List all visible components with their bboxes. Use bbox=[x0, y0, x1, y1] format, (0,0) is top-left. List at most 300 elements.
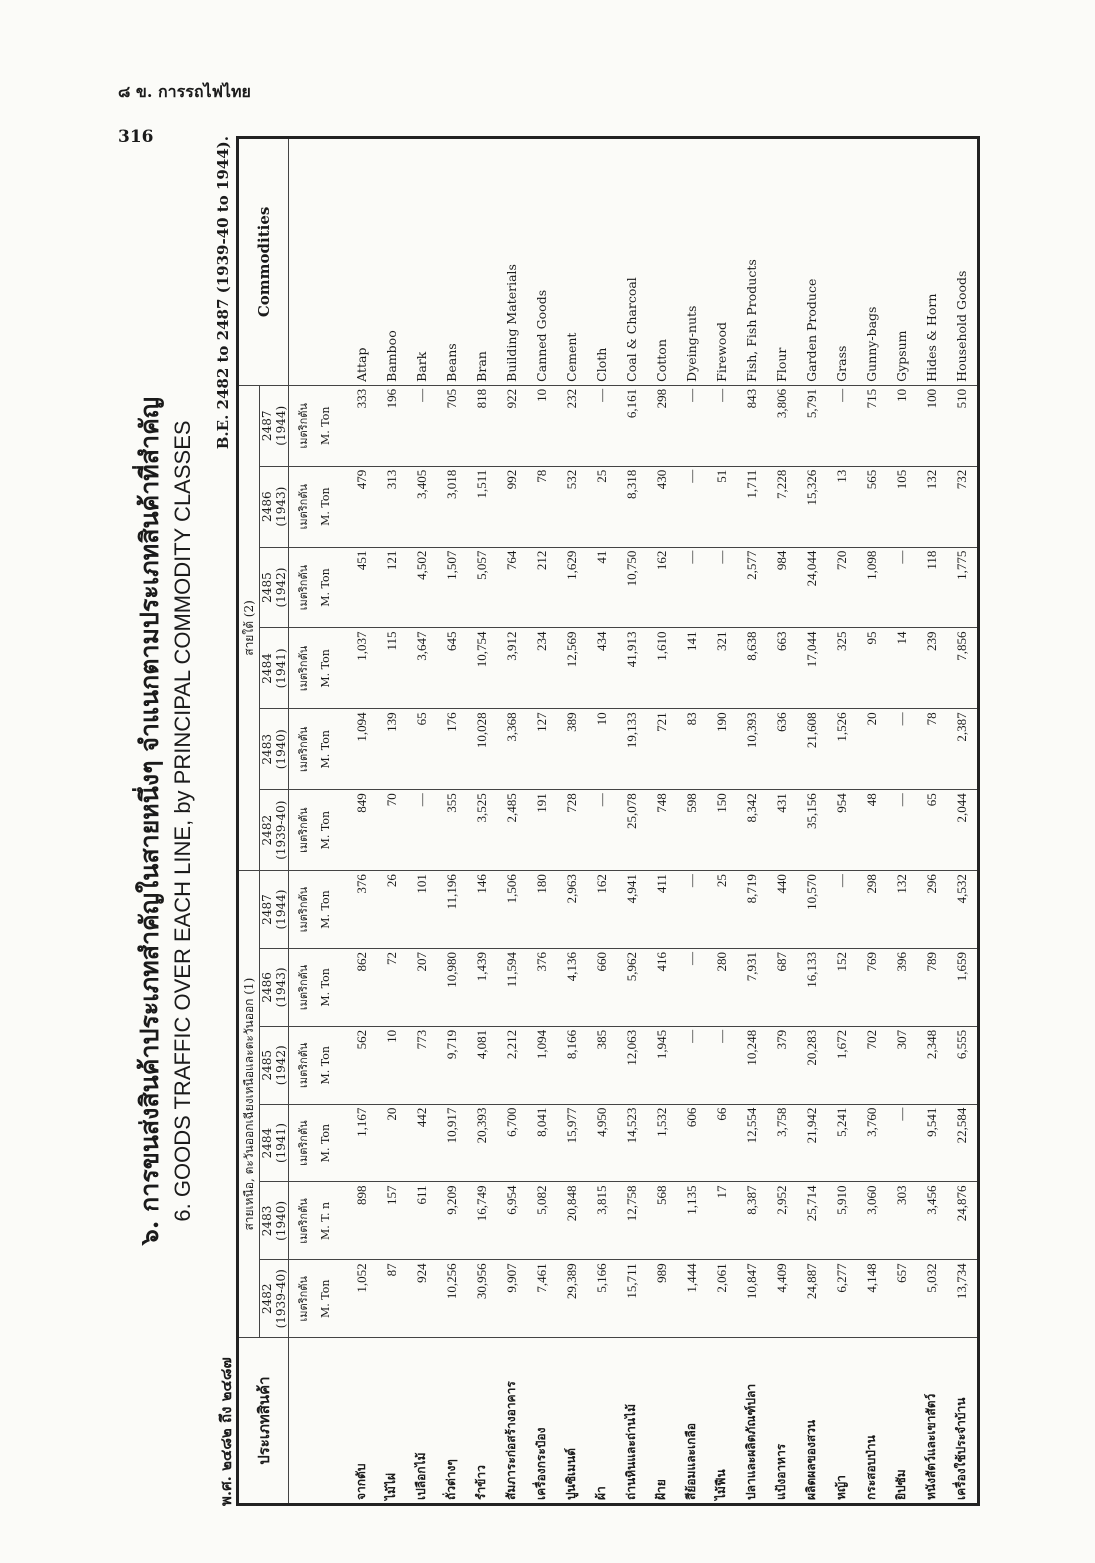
value-cell: 70 bbox=[377, 790, 407, 871]
unit-thai: เมตริกตัน bbox=[297, 964, 311, 1011]
value-cell: 25 bbox=[707, 871, 737, 949]
commodity-english: Bamboo bbox=[377, 138, 407, 386]
value-cell: 157 bbox=[377, 1182, 407, 1260]
value-cell: 105 bbox=[887, 466, 917, 547]
value-cell: 25 bbox=[587, 466, 617, 547]
value-cell: 3,815 bbox=[587, 1182, 617, 1260]
value-cell: 606 bbox=[677, 1104, 707, 1182]
period-english: B.E. 2482 to 2487 (1939-40 to 1944). bbox=[214, 136, 232, 450]
value-cell: 431 bbox=[767, 790, 797, 871]
value-cell: 818 bbox=[467, 385, 497, 466]
value-cell: 10,393 bbox=[737, 709, 767, 790]
value-cell: 127 bbox=[527, 709, 557, 790]
commodity-english: Gunny-bags bbox=[857, 138, 887, 386]
table-row bbox=[887, 138, 917, 1505]
unit-thai: เมตริกตัน bbox=[297, 483, 311, 530]
value-cell: 14,523 bbox=[617, 1104, 647, 1182]
value-cell: 10,256 bbox=[437, 1260, 467, 1338]
value-cell: 862 bbox=[342, 948, 377, 1026]
unit-english: M. Ton bbox=[319, 649, 333, 688]
value-cell: — bbox=[707, 385, 737, 466]
value-cell: 10,028 bbox=[467, 709, 497, 790]
value-cell: 10 bbox=[527, 385, 557, 466]
unit-cell bbox=[289, 628, 342, 709]
value-cell: 1,672 bbox=[827, 1026, 857, 1104]
value-cell: — bbox=[707, 1026, 737, 1104]
year-be: 2485 bbox=[260, 572, 274, 603]
value-cell: 5,791 bbox=[797, 385, 827, 466]
year-header bbox=[260, 948, 289, 1026]
value-cell: 72 bbox=[377, 948, 407, 1026]
value-cell: 20,283 bbox=[797, 1026, 827, 1104]
value-cell: 5,057 bbox=[467, 547, 497, 628]
value-cell: 1,444 bbox=[677, 1260, 707, 1338]
value-cell: 479 bbox=[342, 466, 377, 547]
value-cell: 789 bbox=[917, 948, 947, 1026]
year-header bbox=[260, 871, 289, 949]
value-cell: 13 bbox=[827, 466, 857, 547]
value-cell: 29,389 bbox=[557, 1260, 587, 1338]
value-cell: 191 bbox=[527, 790, 557, 871]
value-cell: 728 bbox=[557, 790, 587, 871]
value-cell: 5,910 bbox=[827, 1182, 857, 1260]
value-cell: 1,532 bbox=[647, 1104, 677, 1182]
value-cell: 705 bbox=[437, 385, 467, 466]
value-cell: 565 bbox=[857, 466, 887, 547]
value-cell: 992 bbox=[497, 466, 527, 547]
commodity-thai: หญ้า bbox=[827, 1338, 857, 1505]
value-cell: 2,485 bbox=[497, 790, 527, 871]
value-cell: 14 bbox=[887, 628, 917, 709]
unit-english: M. Ton bbox=[319, 890, 333, 929]
value-cell: 1,507 bbox=[437, 547, 467, 628]
unit-cell bbox=[289, 871, 342, 949]
year-header bbox=[260, 385, 289, 466]
value-cell: 4,950 bbox=[587, 1104, 617, 1182]
value-cell: 376 bbox=[342, 871, 377, 949]
value-cell: 5,032 bbox=[917, 1260, 947, 1338]
table-row bbox=[587, 138, 617, 1505]
year-header bbox=[260, 1104, 289, 1182]
value-cell: 769 bbox=[857, 948, 887, 1026]
unit-thai: เมตริกตัน bbox=[297, 1042, 311, 1088]
value-cell: 141 bbox=[677, 628, 707, 709]
year-be: 2487 bbox=[260, 894, 274, 925]
blank-cell bbox=[289, 1338, 342, 1505]
value-cell: 1,439 bbox=[467, 948, 497, 1026]
unit-english: M. Ton bbox=[319, 968, 333, 1007]
value-cell: 411 bbox=[647, 871, 677, 949]
year-be: 2482 bbox=[260, 814, 274, 846]
value-cell: 9,541 bbox=[917, 1104, 947, 1182]
year-header bbox=[260, 1260, 289, 1338]
commodity-english: Firewood bbox=[707, 138, 737, 386]
table-row bbox=[827, 138, 857, 1505]
table-row bbox=[767, 138, 797, 1505]
value-cell: 2,952 bbox=[767, 1182, 797, 1260]
value-cell: 321 bbox=[707, 628, 737, 709]
value-cell: 298 bbox=[647, 385, 677, 466]
value-cell: 95 bbox=[857, 628, 887, 709]
table-row bbox=[467, 138, 497, 1505]
value-cell: 100 bbox=[917, 385, 947, 466]
value-cell: — bbox=[887, 790, 917, 871]
value-cell: 15,326 bbox=[797, 466, 827, 547]
value-cell: 12,758 bbox=[617, 1182, 647, 1260]
commodity-thai: ปูนซิเมนต์ bbox=[557, 1338, 587, 1505]
value-cell: 376 bbox=[527, 948, 557, 1026]
value-cell: 379 bbox=[767, 1026, 797, 1104]
value-cell: 3,525 bbox=[467, 790, 497, 871]
value-cell: 20,848 bbox=[557, 1182, 587, 1260]
unit-thai: เมตริกตัน bbox=[297, 1120, 311, 1166]
value-cell: 7,228 bbox=[767, 466, 797, 547]
value-cell: 1,526 bbox=[827, 709, 857, 790]
value-cell: 51 bbox=[707, 466, 737, 547]
commodity-header-english: Commodities bbox=[238, 138, 289, 386]
traffic-table bbox=[236, 136, 980, 1506]
value-cell: 748 bbox=[647, 790, 677, 871]
commodity-thai: จากตับ bbox=[342, 1338, 377, 1505]
value-cell: 78 bbox=[527, 466, 557, 547]
value-cell: 702 bbox=[857, 1026, 887, 1104]
value-cell: — bbox=[587, 790, 617, 871]
value-cell: 924 bbox=[407, 1260, 437, 1338]
value-cell: — bbox=[827, 871, 857, 949]
value-cell: 10,750 bbox=[617, 547, 647, 628]
blank-cell bbox=[289, 138, 342, 386]
value-cell: 898 bbox=[342, 1182, 377, 1260]
value-cell: 532 bbox=[557, 466, 587, 547]
year-be: 2483 bbox=[260, 734, 274, 765]
value-cell: 5,962 bbox=[617, 948, 647, 1026]
value-cell: 2,387 bbox=[947, 709, 979, 790]
value-cell: 3,018 bbox=[437, 466, 467, 547]
value-cell: 19,133 bbox=[617, 709, 647, 790]
value-cell: 2,577 bbox=[737, 547, 767, 628]
value-cell: 313 bbox=[377, 466, 407, 547]
value-cell: 442 bbox=[407, 1104, 437, 1182]
value-cell: — bbox=[677, 466, 707, 547]
commodity-thai: สัมภาระก่อสร้างอาคาร bbox=[497, 1338, 527, 1505]
value-cell: — bbox=[677, 547, 707, 628]
value-cell: 7,461 bbox=[527, 1260, 557, 1338]
value-cell: 66 bbox=[707, 1104, 737, 1182]
value-cell: 2,044 bbox=[947, 790, 979, 871]
commodity-thai: แป้งอาหาร bbox=[767, 1338, 797, 1505]
value-cell: 207 bbox=[407, 948, 437, 1026]
value-cell: 1,775 bbox=[947, 547, 979, 628]
value-cell: 132 bbox=[887, 871, 917, 949]
value-cell: 152 bbox=[827, 948, 857, 1026]
value-cell: 4,136 bbox=[557, 948, 587, 1026]
value-cell: 17,044 bbox=[797, 628, 827, 709]
value-cell: 3,456 bbox=[917, 1182, 947, 1260]
commodity-english: Bark bbox=[407, 138, 437, 386]
value-cell: 5,166 bbox=[587, 1260, 617, 1338]
unit-english: M. Ton bbox=[319, 406, 333, 446]
value-cell: 139 bbox=[377, 709, 407, 790]
value-cell: 430 bbox=[647, 466, 677, 547]
value-cell: 3,758 bbox=[767, 1104, 797, 1182]
value-cell: 25,714 bbox=[797, 1182, 827, 1260]
value-cell: 3,368 bbox=[497, 709, 527, 790]
group-south-header: สายใต้ (2) bbox=[238, 385, 260, 870]
value-cell: 30,956 bbox=[467, 1260, 497, 1338]
value-cell: 180 bbox=[527, 871, 557, 949]
value-cell: 10 bbox=[377, 1026, 407, 1104]
value-cell: 10,917 bbox=[437, 1104, 467, 1182]
value-cell: 212 bbox=[527, 547, 557, 628]
commodity-thai: สีย้อมและเกลือ bbox=[677, 1338, 707, 1505]
value-cell: 720 bbox=[827, 547, 857, 628]
value-cell: 416 bbox=[647, 948, 677, 1026]
value-cell: 1,094 bbox=[527, 1026, 557, 1104]
value-cell: 9,209 bbox=[437, 1182, 467, 1260]
value-cell: 1,037 bbox=[342, 628, 377, 709]
commodity-thai: หนังสัตว์และเขาสัตว์ bbox=[917, 1338, 947, 1505]
value-cell: 3,806 bbox=[767, 385, 797, 466]
value-cell: 3,060 bbox=[857, 1182, 887, 1260]
value-cell: 2,212 bbox=[497, 1026, 527, 1104]
value-cell: 232 bbox=[557, 385, 587, 466]
commodity-thai: ฝ้าย bbox=[647, 1338, 677, 1505]
value-cell: 389 bbox=[557, 709, 587, 790]
value-cell: 4,409 bbox=[767, 1260, 797, 1338]
commodity-thai: ถั่วต่างๆ bbox=[437, 1338, 467, 1505]
value-cell: 11,196 bbox=[437, 871, 467, 949]
value-cell: 10,570 bbox=[797, 871, 827, 949]
unit-cell bbox=[289, 466, 342, 547]
value-cell: 239 bbox=[917, 628, 947, 709]
value-cell: — bbox=[887, 709, 917, 790]
table-row bbox=[407, 138, 437, 1505]
commodity-english: Attap bbox=[342, 138, 377, 386]
year-header bbox=[260, 547, 289, 628]
unit-cell bbox=[289, 1182, 342, 1260]
value-cell: 8,719 bbox=[737, 871, 767, 949]
unit-thai: เมตริกตัน bbox=[297, 645, 311, 692]
value-cell: 9,907 bbox=[497, 1260, 527, 1338]
value-cell: 2,348 bbox=[917, 1026, 947, 1104]
unit-english: M. Ton bbox=[319, 487, 333, 526]
commodity-english: Garden Produce bbox=[797, 138, 827, 386]
value-cell: 24,876 bbox=[947, 1182, 979, 1260]
year-ce: (1941) bbox=[274, 1123, 288, 1164]
value-cell: 16,133 bbox=[797, 948, 827, 1026]
unit-english: M. Ton bbox=[319, 810, 333, 850]
commodity-thai: รำข้าว bbox=[467, 1338, 497, 1505]
value-cell: 3,405 bbox=[407, 466, 437, 547]
value-cell: 6,277 bbox=[827, 1260, 857, 1338]
commodity-thai: เครื่องกระป๋อง bbox=[527, 1338, 557, 1505]
value-cell: 41,913 bbox=[617, 628, 647, 709]
value-cell: 3,647 bbox=[407, 628, 437, 709]
value-cell: 190 bbox=[707, 709, 737, 790]
value-cell: 773 bbox=[407, 1026, 437, 1104]
year-be: 2486 bbox=[260, 491, 274, 522]
table-row bbox=[497, 138, 527, 1505]
unit-thai: เมตริกตัน bbox=[297, 1276, 311, 1322]
year-ce: (1943) bbox=[274, 486, 288, 527]
commodity-english: Dyeing-nuts bbox=[677, 138, 707, 386]
value-cell: 12,569 bbox=[557, 628, 587, 709]
value-cell: 843 bbox=[737, 385, 767, 466]
commodity-thai: กระสอบป่าน bbox=[857, 1338, 887, 1505]
unit-cell bbox=[289, 790, 342, 871]
value-cell: 16,749 bbox=[467, 1182, 497, 1260]
value-cell: — bbox=[407, 790, 437, 871]
value-cell: 8,041 bbox=[527, 1104, 557, 1182]
value-cell: 2,963 bbox=[557, 871, 587, 949]
value-cell: 1,711 bbox=[737, 466, 767, 547]
value-cell: 20 bbox=[857, 709, 887, 790]
value-cell: 22,584 bbox=[947, 1104, 979, 1182]
value-cell: 6,700 bbox=[497, 1104, 527, 1182]
commodity-english: Cement bbox=[557, 138, 587, 386]
table-row bbox=[707, 138, 737, 1505]
value-cell: 954 bbox=[827, 790, 857, 871]
value-cell: — bbox=[827, 385, 857, 466]
value-cell: 234 bbox=[527, 628, 557, 709]
unit-cell bbox=[289, 385, 342, 466]
table-row bbox=[342, 138, 377, 1505]
value-cell: 715 bbox=[857, 385, 887, 466]
unit-cell bbox=[289, 1026, 342, 1104]
value-cell: 732 bbox=[947, 466, 979, 547]
value-cell: 162 bbox=[587, 871, 617, 949]
value-cell: 598 bbox=[677, 790, 707, 871]
value-cell: 296 bbox=[917, 871, 947, 949]
rotated-table-sheet bbox=[118, 136, 980, 1506]
value-cell: 10 bbox=[587, 709, 617, 790]
value-cell: 636 bbox=[767, 709, 797, 790]
year-be: 2485 bbox=[260, 1049, 274, 1081]
value-cell: 24,887 bbox=[797, 1260, 827, 1338]
value-cell: 721 bbox=[647, 709, 677, 790]
value-cell: 83 bbox=[677, 709, 707, 790]
year-header bbox=[260, 790, 289, 871]
unit-english: M. T. n bbox=[319, 1201, 333, 1240]
value-cell: 10,754 bbox=[467, 628, 497, 709]
commodity-thai: ยิปซัม bbox=[887, 1338, 917, 1505]
value-cell: 1,629 bbox=[557, 547, 587, 628]
value-cell: 4,941 bbox=[617, 871, 647, 949]
value-cell: 118 bbox=[917, 547, 947, 628]
value-cell: 1,945 bbox=[647, 1026, 677, 1104]
table-row bbox=[737, 138, 767, 1505]
year-be: 2483 bbox=[260, 1205, 274, 1237]
year-ce: (1940) bbox=[274, 729, 288, 770]
table-title-english: 6. GOODS TRAFFIC OVER EACH LINE, by PRINCIPAL COMMODITY CLASSES bbox=[170, 420, 195, 1222]
value-cell: 162 bbox=[647, 547, 677, 628]
value-cell: 333 bbox=[342, 385, 377, 466]
value-cell: 660 bbox=[587, 948, 617, 1026]
table-row bbox=[947, 138, 979, 1505]
unit-thai: เมตริกตัน bbox=[297, 1198, 311, 1244]
year-be: 2487 bbox=[260, 410, 274, 442]
unit-thai: เมตริกตัน bbox=[297, 726, 311, 772]
table-row bbox=[377, 138, 407, 1505]
value-cell: 4,532 bbox=[947, 871, 979, 949]
value-cell: 7,931 bbox=[737, 948, 767, 1026]
commodity-english: Fish, Fish Products bbox=[737, 138, 767, 386]
value-cell: 568 bbox=[647, 1182, 677, 1260]
value-cell: 101 bbox=[407, 871, 437, 949]
value-cell: 1,659 bbox=[947, 948, 979, 1026]
commodity-thai: ผ้า bbox=[587, 1338, 617, 1505]
value-cell: — bbox=[407, 385, 437, 466]
year-be: 2484 bbox=[260, 1127, 274, 1159]
group-north-northeast-east-header: สายเหนือ, ตะวันออกเฉียงเหนือและตะวันออก (1) bbox=[238, 871, 260, 1338]
unit-cell bbox=[289, 948, 342, 1026]
value-cell: 13,734 bbox=[947, 1260, 979, 1338]
value-cell: 1,052 bbox=[342, 1260, 377, 1338]
value-cell: 989 bbox=[647, 1260, 677, 1338]
value-cell: 41 bbox=[587, 547, 617, 628]
commodity-english: Canned Goods bbox=[527, 138, 557, 386]
value-cell: 687 bbox=[767, 948, 797, 1026]
value-cell: 7,856 bbox=[947, 628, 979, 709]
commodity-english: Building Materials bbox=[497, 138, 527, 386]
value-cell: 5,241 bbox=[827, 1104, 857, 1182]
table-row bbox=[617, 138, 647, 1505]
value-cell: — bbox=[587, 385, 617, 466]
value-cell: 510 bbox=[947, 385, 979, 466]
period-thai: พ.ศ. ๒๔๘๒ ถึง ๒๔๘๗ bbox=[217, 1357, 235, 1506]
table-row bbox=[437, 138, 467, 1505]
commodity-english: Bran bbox=[467, 138, 497, 386]
value-cell: 657 bbox=[887, 1260, 917, 1338]
value-cell: 396 bbox=[887, 948, 917, 1026]
value-cell: 150 bbox=[707, 790, 737, 871]
year-be: 2484 bbox=[260, 653, 274, 684]
commodity-english: Cotton bbox=[647, 138, 677, 386]
commodity-thai: เครื่องใช้ประจำบ้าน bbox=[947, 1338, 979, 1505]
value-cell: 15,711 bbox=[617, 1260, 647, 1338]
table-row bbox=[677, 138, 707, 1505]
value-cell: 10 bbox=[887, 385, 917, 466]
value-cell: 8,342 bbox=[737, 790, 767, 871]
unit-thai: เมตริกตัน bbox=[297, 403, 311, 449]
commodity-header-thai: ประเภทสินค้า bbox=[238, 1338, 289, 1505]
page-number: 316 bbox=[118, 127, 154, 147]
value-cell: 196 bbox=[377, 385, 407, 466]
value-cell: 307 bbox=[887, 1026, 917, 1104]
year-ce: (1943) bbox=[274, 967, 288, 1008]
unit-cell bbox=[289, 1260, 342, 1338]
value-cell: 8,638 bbox=[737, 628, 767, 709]
value-cell: 984 bbox=[767, 547, 797, 628]
value-cell: — bbox=[677, 1026, 707, 1104]
value-cell: 645 bbox=[437, 628, 467, 709]
commodity-english: Beans bbox=[437, 138, 467, 386]
commodity-english: Household Goods bbox=[947, 138, 979, 386]
value-cell: 78 bbox=[917, 709, 947, 790]
value-cell: 132 bbox=[917, 466, 947, 547]
table-row bbox=[647, 138, 677, 1505]
value-cell: 65 bbox=[917, 790, 947, 871]
value-cell: 1,511 bbox=[467, 466, 497, 547]
value-cell: 385 bbox=[587, 1026, 617, 1104]
table-row bbox=[797, 138, 827, 1505]
commodity-thai: ไม้ไผ่ bbox=[377, 1338, 407, 1505]
value-cell: 355 bbox=[437, 790, 467, 871]
value-cell: 8,318 bbox=[617, 466, 647, 547]
value-cell: 298 bbox=[857, 871, 887, 949]
unit-english: M. Ton bbox=[319, 1123, 333, 1163]
unit-english: M. Ton bbox=[319, 1046, 333, 1085]
